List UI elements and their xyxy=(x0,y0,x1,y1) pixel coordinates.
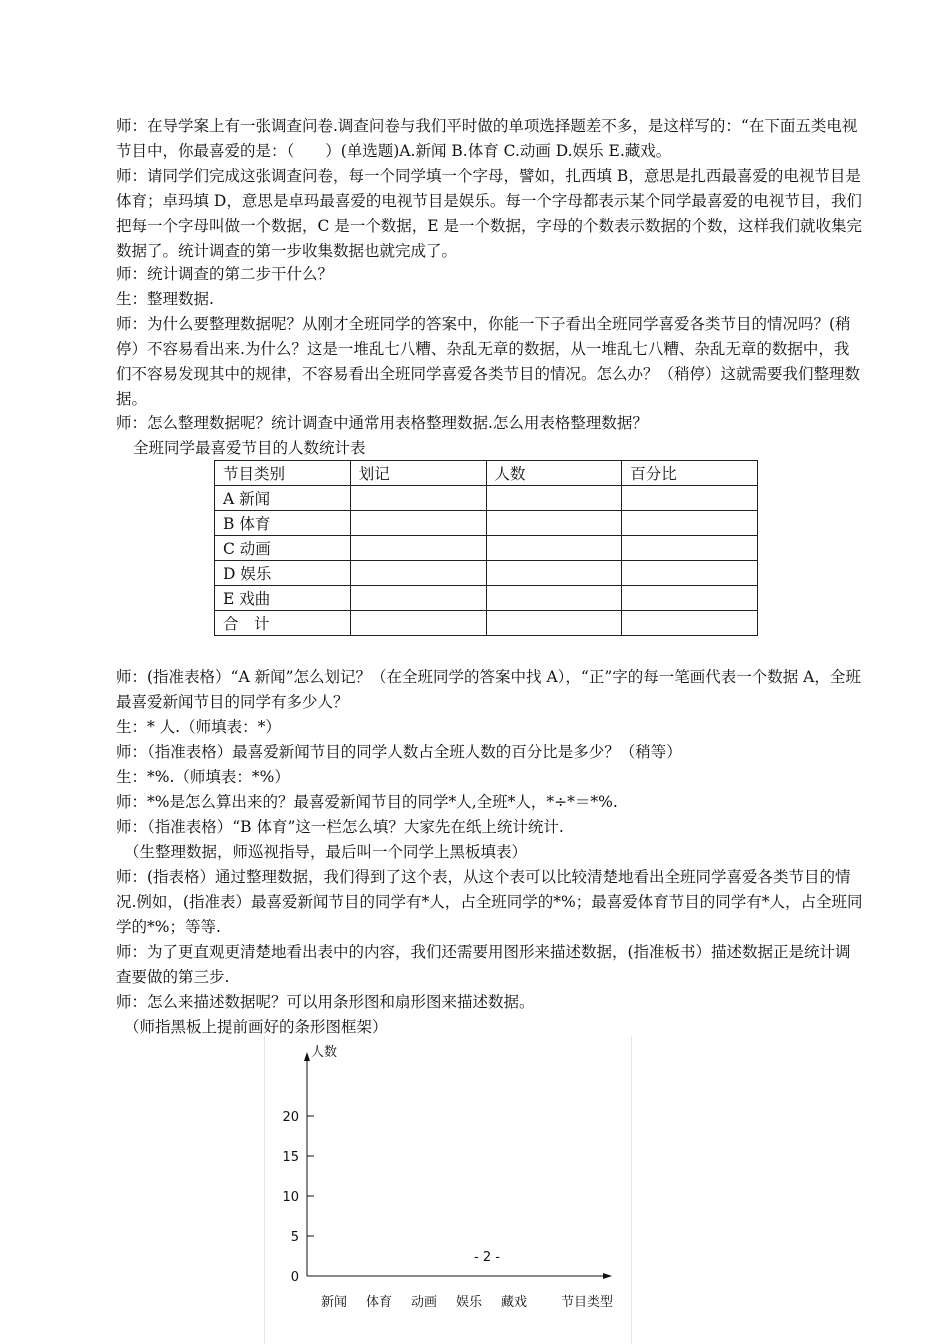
cell-tally xyxy=(350,486,486,511)
bar-chart xyxy=(264,1036,632,1336)
cell-tally xyxy=(350,586,486,611)
header-category: 节目类别 xyxy=(215,461,351,486)
table-caption: 全班同学最喜爱节目的人数统计表 xyxy=(133,439,366,457)
paragraph-tally-news: 师：(指准表格）“A 新闻”怎么划记？（在全班同学的答案中找 A），“正”字的每一笔画代表一个数据 A，全班最喜爱新闻节目的同学有多少人？ xyxy=(116,668,861,711)
paragraph-describe-data: 师：为了更直观更清楚地看出表中的内容，我们还需要用图形来描述数据，(指准板书）描述数据正是统计调查要做的第三步. xyxy=(116,943,851,986)
paragraph-student-percent: 生：*%.（师填表：*%） xyxy=(116,768,290,786)
paragraph-student-answer: 生：整理数据. xyxy=(116,290,214,308)
table-row xyxy=(215,561,758,586)
paragraph-percent-question: 师：（指准表格）最喜爱新闻节目的同学人数占全班人数的百分比是多少？（稍等） xyxy=(116,743,682,761)
row-label: 合 计 xyxy=(215,611,351,636)
x-axis-label: 节目类型 xyxy=(561,1295,614,1310)
cell-count xyxy=(486,561,622,586)
paragraph-step-two-question: 师：统计调查的第二步干什么？ xyxy=(116,265,334,283)
paragraph-questionnaire: 师：在导学案上有一张调查问卷.调查问卷与我们平时做的单项选择题差不多，是这样写的：“在下面五类电视节目中，你最喜爱的是：（ ）(单选题)A.新闻 B.体育 C.动画 D.娱乐 E.藏戏。 xyxy=(116,117,858,160)
table-row xyxy=(215,486,758,511)
cell-tally xyxy=(350,511,486,536)
table-row xyxy=(215,586,758,611)
paragraph-bar-chart-frame: （师指黑板上提前画好的条形图框架） xyxy=(124,1018,388,1036)
row-label: C 动画 xyxy=(215,536,351,561)
cell-count xyxy=(486,586,622,611)
y-axis-arrow-icon xyxy=(304,1052,310,1061)
cell-tally xyxy=(350,611,486,636)
y-tick-label: 0 xyxy=(290,1270,299,1285)
table-row xyxy=(215,511,758,536)
cell-percent xyxy=(622,511,758,536)
table-header-row xyxy=(215,461,758,486)
header-count: 人数 xyxy=(486,461,622,486)
paragraph-collect-data: 师：请同学们完成这张调查问卷，每一个同学填一个字母，譬如，扎西填 B，意思是扎西最喜爱的电视节目是体育；卓玛填 D，意思是卓玛最喜爱的电视节目是娱乐。每一个字母都表示某个同学最喜爱的电视节目，我们把每一个字母叫做一个数据，C 是一个数据，E 是一个数据，字母的个数表示数据的个数，这样我们就收集完数据了。统计调查的第一步收集数据也就完成了。 xyxy=(116,167,863,260)
paragraph-sports-row: 师：（指准表格）“B 体育”这一栏怎么填？大家先在纸上统计统计. xyxy=(116,818,564,836)
row-label: A 新闻 xyxy=(215,486,351,511)
cell-tally xyxy=(350,561,486,586)
paragraph-percent-calc: 师：*%是怎么算出来的？最喜爱新闻节目的同学*人,全班*人，*÷*＝*%. xyxy=(116,793,618,811)
x-category-label: 动画 xyxy=(410,1295,438,1310)
x-category-label: 娱乐 xyxy=(455,1295,483,1310)
cell-count xyxy=(486,486,622,511)
cell-percent xyxy=(622,486,758,511)
paragraph-why-organize: 师：为什么要整理数据呢？从刚才全班同学的答案中，你能一下子看出全班同学喜爱各类节目的情况吗？(稍停）不容易看出来.为什么？这是一堆乱七八糟、杂乱无章的数据，从一堆乱七八糟、杂乱无章的数据中，我们不容易发现其中的规律，不容易看出全班同学喜爱各类节目的情况。怎么办？（稍停）这就需要我们整理数据。 xyxy=(116,315,861,408)
y-tick-label: 10 xyxy=(282,1190,299,1205)
cell-percent xyxy=(622,586,758,611)
cell-percent xyxy=(622,536,758,561)
y-tick-label: 15 xyxy=(282,1150,299,1165)
y-axis-label: 人数 xyxy=(311,1045,338,1060)
x-category-label: 新闻 xyxy=(320,1295,348,1310)
cell-count xyxy=(486,611,622,636)
paragraph-students-work: （生整理数据，师巡视指导，最后叫一个同学上黑板填表） xyxy=(124,843,528,861)
cell-count xyxy=(486,536,622,561)
cell-count xyxy=(486,511,622,536)
table-row xyxy=(215,536,758,561)
x-category-label: 藏戏 xyxy=(500,1295,528,1310)
statistics-table xyxy=(214,460,758,636)
y-tick-label: 20 xyxy=(282,1110,299,1125)
cell-tally xyxy=(350,536,486,561)
paragraph-how-organize: 师：怎么整理数据呢？统计调查中通常用表格整理数据.怎么用表格整理数据？ xyxy=(116,414,648,432)
y-tick-label: 5 xyxy=(290,1230,299,1245)
paragraph-student-count: 生：* 人.（师填表：*） xyxy=(116,718,281,736)
page-number: - 2 - xyxy=(474,1250,500,1265)
row-label: D 娱乐 xyxy=(215,561,351,586)
row-label: B 体育 xyxy=(215,511,351,536)
table-row-total xyxy=(215,611,758,636)
header-tally: 划记 xyxy=(350,461,486,486)
header-percent: 百分比 xyxy=(622,461,758,486)
x-axis-arrow-icon xyxy=(603,1273,612,1279)
paragraph-how-describe: 师：怎么来描述数据呢？可以用条形图和扇形图来描述数据。 xyxy=(116,993,535,1011)
paragraph-table-summary: 师：(指表格）通过整理数据，我们得到了这个表，从这个表可以比较清楚地看出全班同学喜爱各类节目的情况.例如，(指准表）最喜爱新闻节目的同学有*人，占全班同学的*%；最喜爱体育节目的同学有*人，占全班同学的*%；等等. xyxy=(116,868,863,936)
cell-percent xyxy=(622,611,758,636)
x-categories xyxy=(321,1294,527,1310)
x-category-label: 体育 xyxy=(365,1295,393,1310)
y-ticks xyxy=(282,1110,314,1285)
row-label: E 戏曲 xyxy=(215,586,351,611)
cell-percent xyxy=(622,561,758,586)
